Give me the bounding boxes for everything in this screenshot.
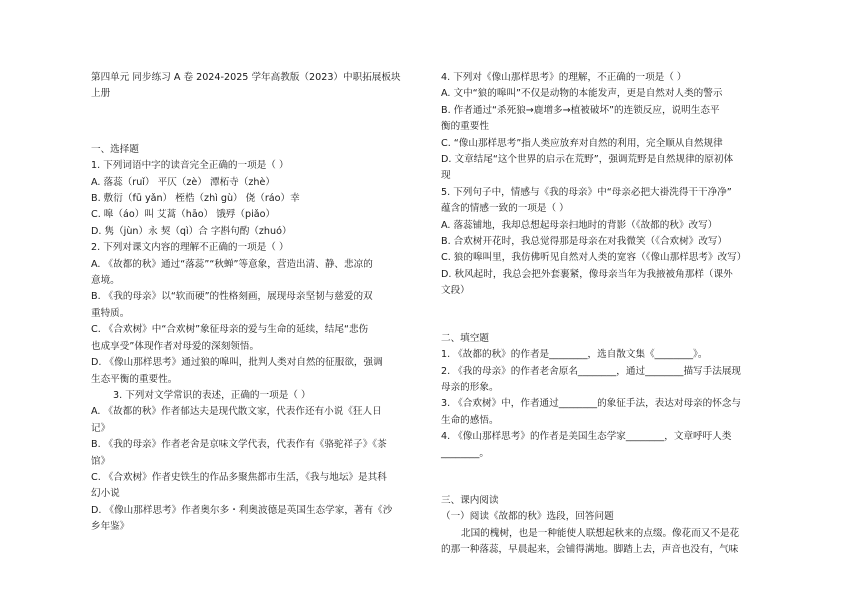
fill-blank-line: 母亲的形象。 <box>441 381 499 393</box>
question-2-line: D. 《像山那样思考》通过狼的嗥叫，批判人类对自然的征服欲，强调 <box>91 357 383 369</box>
question-1-option-d: D. 隽（jùn）永 契（qì）合 字斟句酌（zhuó） <box>91 225 292 237</box>
section-heading-choice: 一、选择题 <box>91 143 139 155</box>
question-2-line: C. 《合欢树》中“合欢树”象征母亲的爱与生命的延续，结尾“悲伤 <box>91 324 369 336</box>
question-2-line: 也成享受”体现作者对母爱的深刻领悟。 <box>91 340 260 352</box>
question-3-stem: 3. 下列对文学常识的表述，正确的一项是（ ） <box>113 389 311 401</box>
question-2-stem: 2. 下列对课文内容的理解不正确的一项是（ ） <box>91 242 289 254</box>
fill-blank-line: 1. 《故都的秋》的作者是________，选自散文集《________》。 <box>441 349 708 361</box>
question-4-stem: 4. 下列对《像山那样思考》的理解，不正确的一项是（ ） <box>441 72 687 83</box>
question-2-line: B. 《我的母亲》以“软而硬”的性格刻画，展现母亲坚韧与慈爱的双 <box>91 291 373 303</box>
right-column <box>441 70 771 559</box>
fill-blank-line: 2. 《我的母亲》的作者老舍原名________，通过________描写手法展现 <box>441 365 742 377</box>
reading-intro: （一）阅读《故都的秋》选段，回答问题 <box>441 511 614 523</box>
document-title: 第四单元 同步练习 A 卷 2024-2025 学年高教版（2023）中职拓展板块 <box>91 72 401 83</box>
question-1-stem: 1. 下列词语中字的读音完全正确的一项是（ ） <box>91 160 289 172</box>
fill-blank-line: 生命的感悟。 <box>441 414 499 426</box>
question-4-line: C. “像山那样思考”指人类应放弃对自然的利用，完全顺从自然规律 <box>441 137 723 149</box>
question-3-line: A. 《故都的秋》作者郁达夫是现代散文家，代表作还有小说《狂人日 <box>91 406 382 418</box>
question-5-stem: 5. 下列句子中，情感与《我的母亲》中“母亲必把大褂洗得干干净净” <box>441 186 732 198</box>
question-4-line: D. 文章结尾“这个世界的启示在荒野”，强调荒野是自然规律的原初体 <box>441 154 734 166</box>
question-5-line: A. 落蕊铺地，我却总想起母亲扫地时的背影（《故都的秋》改写） <box>441 219 718 231</box>
question-3-line: D. 《像山那样思考》作者奥尔多・利奥波德是英国生态学家，著有《沙 <box>91 504 393 516</box>
fill-blank-line: 3. 《合欢树》中，作者通过________的象征手法，表达对母亲的怀念与 <box>441 398 742 410</box>
question-4-line: B. 作者通过“杀死狼→鹿增多→植被破坏”的连锁反应，说明生态平 <box>441 104 720 116</box>
question-3-line: 乡年鉴》 <box>91 521 130 533</box>
question-2-line: 重特质。 <box>91 307 130 319</box>
question-5-stem-cont: 蕴含的情感一致的一项是（ ） <box>441 203 569 215</box>
question-4-line: 现 <box>441 170 451 182</box>
passage-line: 北国的槐树，也是一种能使人联想起秋来的点缀。像花而又不是花 <box>461 527 740 539</box>
passage-line: 的那一种落蕊，早晨起来，会铺得满地。脚踏上去，声音也没有，气味 <box>441 544 739 556</box>
fill-blank-line: 4. 《像山那样思考》的作者是美国生态学家________，文章呼吁人类 <box>441 431 732 443</box>
question-5-line: C. 狼的嗥叫里，我仿佛听见自然对人类的宽容（《像山那样思考》改写） <box>441 252 747 264</box>
question-2-line: A. 《故都的秋》通过“落蕊”“秋蝉”等意象，营造出清、静、悲凉的 <box>91 258 373 270</box>
question-1-option-b: B. 敷衍（fū yǎn） 桎梏（zhì gù） 侥（ráo）幸 <box>91 193 300 205</box>
section-heading-reading: 三、课内阅读 <box>441 494 499 506</box>
question-5-line: B. 合欢树开花时，我总觉得那是母亲在对我微笑（《合欢树》改写） <box>441 236 728 248</box>
question-5-line: D. 秋风起时，我总会把外套裹紧，像母亲当年为我掖被角那样（课外 <box>441 268 733 280</box>
question-3-line: B. 《我的母亲》作者老舍是京味文学代表，代表作有《骆驼祥子》《茶 <box>91 439 387 451</box>
document-title-cont: 上册 <box>91 88 111 100</box>
question-3-line: 记》 <box>91 422 111 434</box>
section-heading-fill: 二、填空题 <box>441 332 489 344</box>
question-3-line: C. 《合欢树》作者史铁生的作品多聚焦都市生活，《我与地坛》是其科 <box>91 471 387 483</box>
question-3-line: 馆》 <box>91 455 111 467</box>
question-1-option-c: C. 嗥（áo）叫 艾蒿（hāo） 饿殍（piǎo） <box>91 209 276 221</box>
question-2-line: 生态平衡的重要性。 <box>91 373 178 385</box>
question-4-line: A. 文中“狼的嗥叫”不仅是动物的本能发声，更是自然对人类的警示 <box>441 88 723 100</box>
fill-blank-line: ________。 <box>441 447 489 459</box>
question-5-line: 文段） <box>441 285 470 297</box>
question-3-line: 幻小说 <box>91 488 120 500</box>
left-column <box>91 70 424 536</box>
question-1-option-a: A. 落蕊（ruǐ） 平仄（zè） 潭柘寺（zhè） <box>91 176 275 188</box>
question-2-line: 意境。 <box>91 275 120 287</box>
question-4-line: 衡的重要性 <box>441 121 489 133</box>
